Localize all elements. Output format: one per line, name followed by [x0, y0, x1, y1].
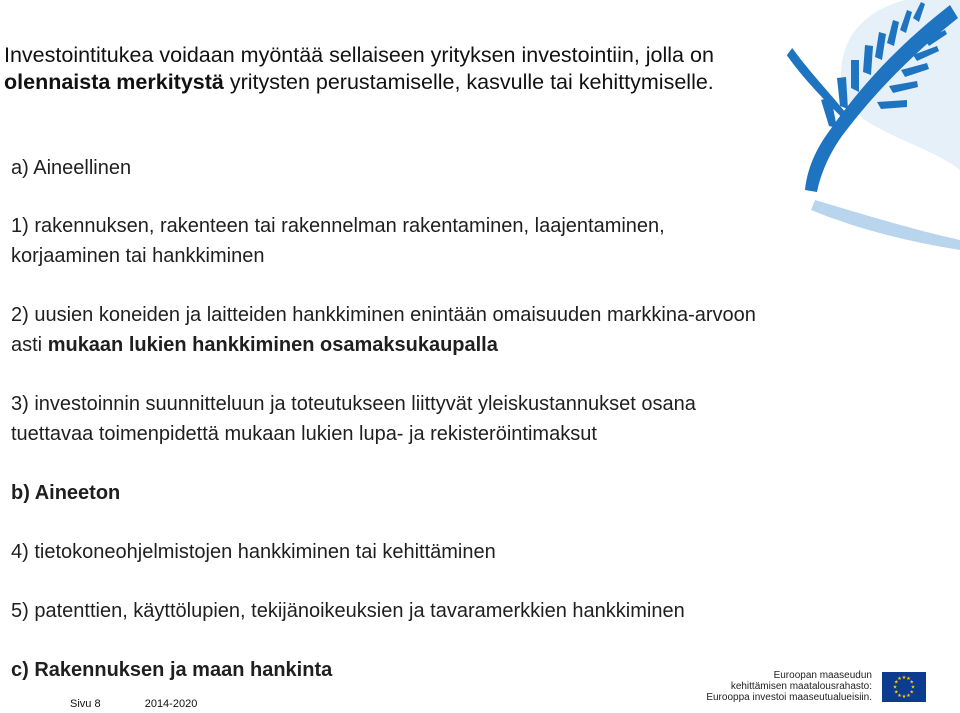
item-2-bold: mukaan lukien hankkiminen osamaksukaupalla	[47, 334, 498, 356]
heading-c: c) Rakennuksen ja maan hankinta	[11, 659, 333, 681]
item-4: 4) tietokoneohjelmistojen hankkiminen tai kehittäminen	[11, 541, 496, 563]
svg-text:★: ★	[909, 689, 915, 695]
intro-text-bold: olennaista merkitystä	[4, 70, 224, 94]
ministry-logo	[745, 0, 960, 250]
footer	[70, 698, 197, 710]
svg-text:★: ★	[897, 675, 902, 682]
page-number: Sivu 8	[70, 698, 101, 710]
svg-text:★: ★	[906, 675, 911, 682]
eu-text-line-3: Eurooppa investoi maaseutualueisiin.	[706, 692, 872, 703]
heading-a: a) Aineellinen	[11, 157, 132, 179]
item-5: 5) patenttien, käyttölupien, tekijänoikeuksien ja tavaramerkkien hankkiminen	[11, 600, 685, 622]
svg-text:★: ★	[893, 689, 899, 695]
svg-text:★: ★	[906, 692, 911, 699]
item-2-line-2	[11, 333, 498, 357]
svg-text:★: ★	[909, 679, 915, 685]
item-2-prefix: asti	[11, 334, 48, 356]
item-1-line-1: 1) rakennuksen, rakenteen tai rakennelman rakentaminen, laajentaminen,	[11, 215, 665, 237]
svg-text:★: ★	[901, 674, 907, 681]
intro-paragraph	[4, 42, 764, 96]
svg-text:★: ★	[901, 693, 907, 700]
svg-text:★: ★	[893, 679, 899, 685]
eu-flag-icon	[882, 672, 926, 702]
program-period: 2014-2020	[144, 698, 198, 710]
intro-text-part2: yritysten perustamiselle, kasvulle tai kehittymiselle.	[223, 70, 714, 94]
item-3-line-2: tuettavaa toimenpidettä mukaan lukien lupa- ja rekisteröintimaksut	[11, 423, 597, 445]
item-2-line-1: 2) uusien koneiden ja laitteiden hankkiminen enintään omaisuuden markkina-arvoon	[11, 304, 756, 326]
svg-text:★: ★	[892, 684, 898, 690]
eu-funding-text	[706, 670, 872, 703]
eu-text-line-1: Euroopan maaseudun	[773, 670, 872, 681]
item-3-line-1: 3) investoinnin suunnitteluun ja toteutukseen liittyvät yleiskustannukset osana	[11, 393, 696, 415]
item-1-line-2: korjaaminen tai hankkiminen	[11, 245, 265, 267]
eu-funding-notice	[706, 670, 926, 703]
svg-text:★: ★	[910, 684, 916, 690]
intro-text-part1: Investointitukea voidaan myöntää sellaiseen yrityksen investointiin, jolla on	[4, 43, 714, 67]
svg-text:★: ★	[897, 692, 902, 699]
heading-b: b) Aineeton	[11, 482, 121, 504]
fern-logo-icon	[745, 0, 960, 250]
eu-text-line-2: kehittämisen maatalousrahasto:	[730, 681, 872, 692]
